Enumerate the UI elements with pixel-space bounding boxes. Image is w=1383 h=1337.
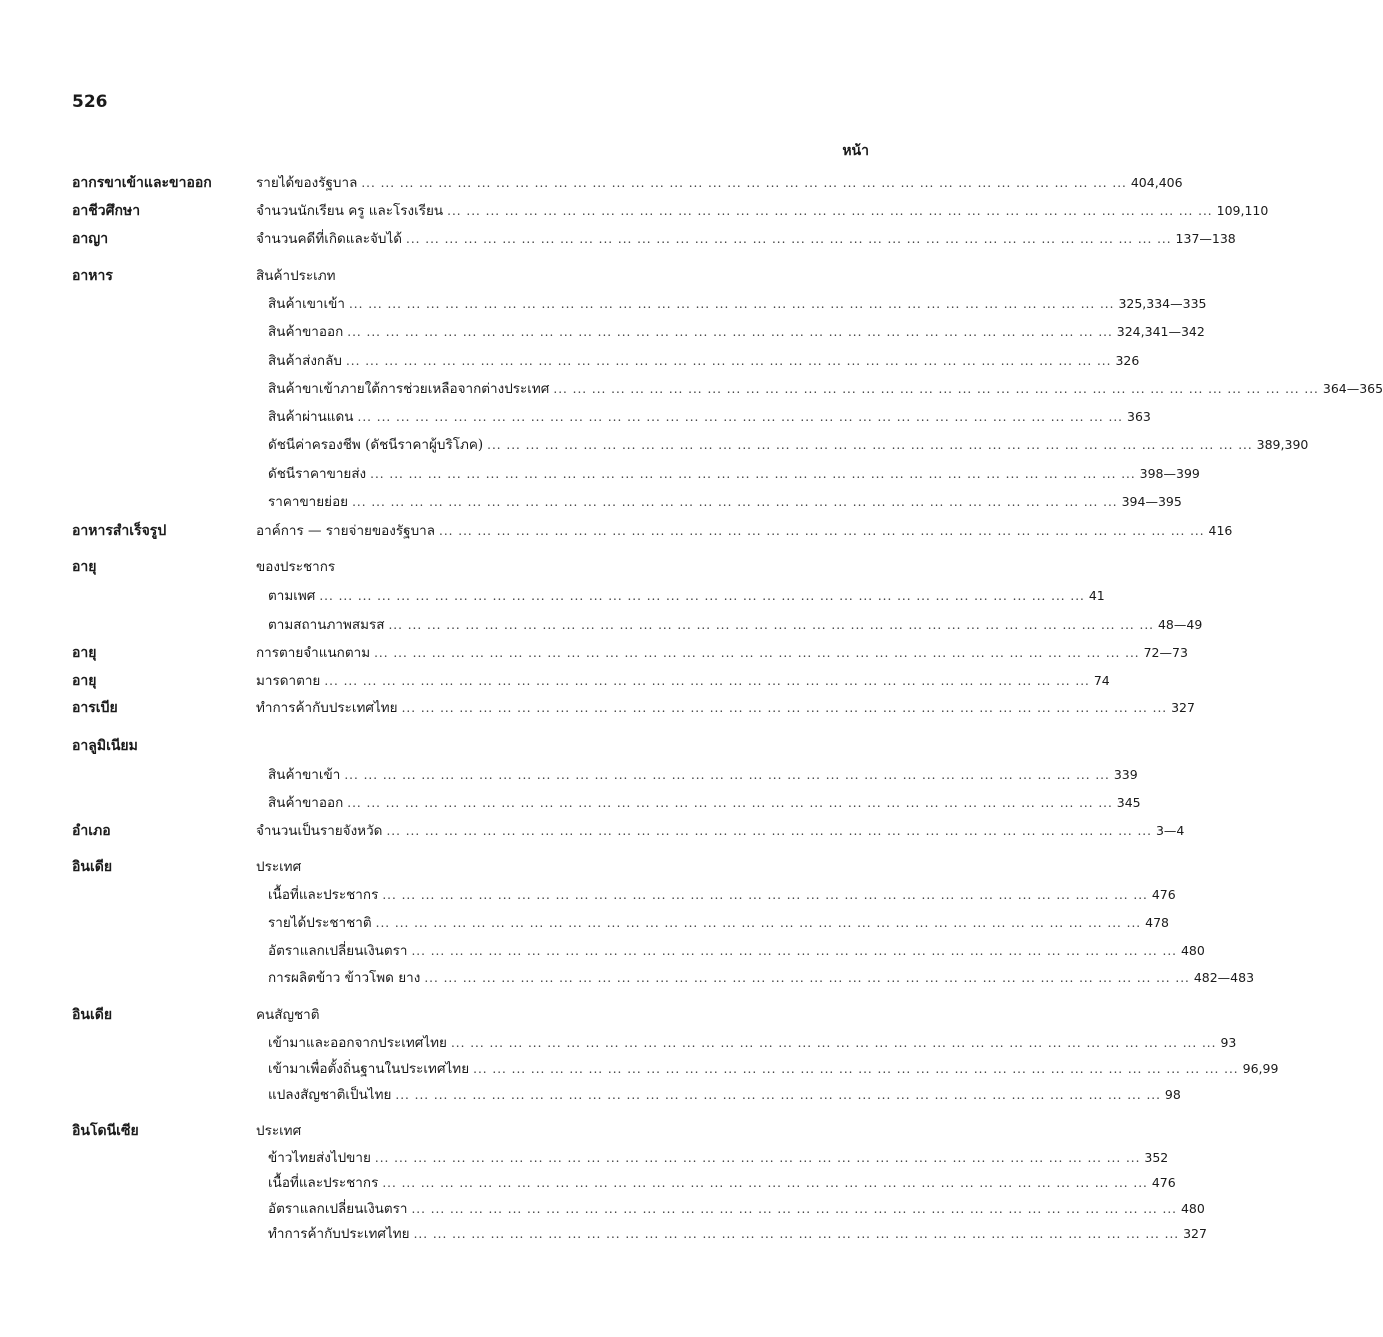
index-subentry	[268, 912, 1169, 934]
index-entry	[0, 491, 1182, 513]
index-entry	[0, 172, 1183, 194]
dot-leader: ... ... ... ... ... ... ... ... ... ... ... ... ... ... ... ... ... ... ... ... ... ... ... ... ... ... ... ... ... ... ... ... ... ... ... ... ... ... ... ...	[473, 1062, 1239, 1076]
dot-leader: ... ... ... ... ... ... ... ... ... ... ... ... ... ... ... ... ... ... ... ... ... ... ... ... ... ... ... ... ... ... ... ... ... ... ... ... ... ... ... ...	[388, 618, 1154, 632]
index-description: สินค้าขาออก	[268, 795, 344, 811]
index-description: สินค้าประเภท	[256, 268, 336, 284]
page-number: 526	[72, 92, 108, 112]
page-reference: 98	[1164, 1087, 1181, 1102]
index-subentry	[256, 556, 869, 578]
index-subentry	[268, 1058, 1279, 1080]
index-description: เข้ามาและออกจากประเทศไทย	[268, 1035, 447, 1051]
page-reference: 478	[1145, 915, 1169, 930]
dot-leader: ... ... ... ... ... ... ... ... ... ... ... ... ... ... ... ... ... ... ... ... ... ... ... ... ... ... ... ... ... ... ... ... ... ... ... ... ... ... ... ...	[324, 674, 1090, 688]
index-subentry	[268, 1084, 1181, 1106]
index-description: สินค้าขาเข้าภายใต้การช่วยเหลือจากต่างประเทศ	[268, 381, 550, 397]
dot-leader: ... ... ... ... ... ... ... ... ... ... ... ... ... ... ... ... ... ... ... ... ... ... ... ... ... ... ... ... ... ... ... ... ... ... ... ... ... ... ... ...	[553, 382, 1319, 396]
index-entry	[0, 1172, 1176, 1194]
index-description: การผลิตข้าว ข้าวโพด ยาง	[268, 970, 421, 986]
page-reference: 74	[1093, 673, 1110, 688]
dot-leader: ... ... ... ... ... ... ... ... ... ... ... ... ... ... ... ... ... ... ... ... ... ... ... ... ... ... ... ... ... ... ... ... ... ... ... ... ... ... ... ...	[382, 888, 1148, 902]
page-reference: 345	[1116, 795, 1141, 810]
page-reference: 72—73	[1143, 645, 1188, 660]
dot-leader: ... ... ... ... ... ... ... ... ... ... ... ... ... ... ... ... ... ... ... ... ... ... ... ... ... ... ... ... ... ... ... ... ... ... ... ... ... ... ... ...	[386, 824, 1152, 838]
dot-leader: ... ... ... ... ... ... ... ... ... ... ... ... ... ... ... ... ... ... ... ... ... ... ... ... ... ... ... ... ... ... ... ... ... ... ... ... ... ... ... ...	[352, 495, 1118, 509]
page-reference: 325,334—335	[1118, 296, 1207, 311]
index-subentry	[256, 520, 1233, 542]
index-description: อัตราแลกเปลี่ยนเงินตรา	[268, 943, 408, 959]
dot-leader: ... ... ... ... ... ... ... ... ... ... ... ... ... ... ... ... ... ... ... ... ... ... ... ... ... ... ... ... ... ... ... ... ... ... ... ... ... ... ... ...	[411, 1202, 1177, 1216]
index-subentry	[268, 884, 1176, 906]
page-reference: 416	[1208, 523, 1233, 538]
index-description: จำนวนคดีที่เกิดและจับได้	[256, 231, 403, 247]
page-reference: 398—399	[1139, 466, 1200, 481]
index-subentry	[268, 350, 1140, 372]
index-subentry	[268, 764, 1138, 786]
page-reference: 364—365	[1322, 381, 1383, 396]
dot-leader: ... ... ... ... ... ... ... ... ... ... ... ... ... ... ... ... ... ... ... ... ... ... ... ... ... ... ... ... ... ... ... ... ... ... ... ... ... ... ... ...	[357, 410, 1123, 424]
index-entry	[0, 378, 1383, 400]
index-entry	[0, 856, 941, 878]
index-entry	[0, 1120, 941, 1142]
index-entry	[0, 1198, 1205, 1220]
dot-leader: ... ... ... ... ... ... ... ... ... ... ... ... ... ... ... ... ... ... ... ... ... ... ... ... ... ... ... ... ... ... ... ... ... ... ... ... ... ... ... ...	[447, 204, 1213, 218]
index-term: อาญา	[72, 231, 109, 247]
page-reference: 327	[1183, 1226, 1207, 1241]
index-term: อินเดีย	[72, 1007, 113, 1023]
page-reference: 482—483	[1193, 970, 1255, 985]
index-description: อัตราแลกเปลี่ยนเงินตรา	[268, 1201, 408, 1217]
index-entry	[0, 1147, 1169, 1169]
index-entry	[0, 912, 1169, 934]
page-column-header: หน้า	[842, 143, 869, 159]
dot-leader: ... ... ... ... ... ... ... ... ... ... ... ... ... ... ... ... ... ... ... ... ... ... ... ... ... ... ... ... ... ... ... ... ... ... ... ... ... ... ... ...	[406, 232, 1172, 246]
index-description: สินค้าผ่านแดน	[268, 409, 354, 425]
index-subentry	[256, 1004, 869, 1026]
index-entry	[0, 200, 1269, 222]
index-description: ดัชนีค่าครองชีพ (ดัชนีราคาผู้บริโภค)	[268, 437, 484, 453]
dot-leader: ... ... ... ... ... ... ... ... ... ... ... ... ... ... ... ... ... ... ... ... ... ... ... ... ... ... ... ... ... ... ... ... ... ... ... ... ... ... ... ...	[319, 589, 1085, 603]
page-reference: 41	[1088, 588, 1105, 603]
dot-leader: ... ... ... ... ... ... ... ... ... ... ... ... ... ... ... ... ... ... ... ... ... ... ... ... ... ... ... ... ... ... ... ... ... ... ... ... ... ... ... ...	[374, 1151, 1141, 1165]
index-subentry	[268, 321, 1205, 343]
index-term: อายุ	[72, 673, 97, 689]
dot-leader: ... ... ... ... ... ... ... ... ... ... ... ... ... ... ... ... ... ... ... ... ... ... ... ... ... ... ... ... ... ... ... ... ... ... ... ... ... ... ... ...	[345, 354, 1112, 368]
index-subentry	[256, 820, 1185, 842]
page-reference: 326	[1115, 353, 1140, 368]
index-entry	[0, 820, 1185, 842]
index-entry	[0, 735, 941, 757]
index-description: ประเทศ	[256, 1123, 302, 1139]
index-entry	[0, 350, 1140, 372]
index-description: เนื้อที่และประชากร	[268, 887, 379, 903]
index-subentry	[268, 378, 1383, 400]
index-description: ข้าวไทยส่งไปขาย	[268, 1150, 371, 1166]
index-entry	[0, 967, 1255, 989]
index-subentry	[256, 670, 1110, 692]
dot-leader: ... ... ... ... ... ... ... ... ... ... ... ... ... ... ... ... ... ... ... ... ... ... ... ... ... ... ... ... ... ... ... ... ... ... ... ... ... ... ... ...	[424, 971, 1190, 985]
index-entry	[0, 884, 1176, 906]
index-description: อาค์การ — รายจ่ายของรัฐบาล	[256, 523, 436, 539]
index-description: รายได้ของรัฐบาล	[256, 175, 358, 191]
index-entry	[0, 1058, 1279, 1080]
index-description: เนื้อที่และประชากร	[268, 1175, 379, 1191]
dot-leader: ... ... ... ... ... ... ... ... ... ... ... ... ... ... ... ... ... ... ... ... ... ... ... ... ... ... ... ... ... ... ... ... ... ... ... ... ... ... ... ...	[439, 524, 1205, 538]
index-entry	[0, 1004, 941, 1026]
index-description: การตายจำแนกตาม	[256, 645, 371, 661]
index-description: ตามเพศ	[268, 588, 316, 604]
page-reference: 476	[1151, 1175, 1176, 1190]
index-entry	[0, 556, 941, 578]
dot-leader: ... ... ... ... ... ... ... ... ... ... ... ... ... ... ... ... ... ... ... ... ... ... ... ... ... ... ... ... ... ... ... ... ... ... ... ... ... ... ... ...	[395, 1088, 1161, 1102]
index-term: อารเบีย	[72, 700, 118, 716]
index-subentry	[268, 1198, 1205, 1220]
index-description: สินค้าส่งกลับ	[268, 353, 342, 369]
dot-leader: ... ... ... ... ... ... ... ... ... ... ... ... ... ... ... ... ... ... ... ... ... ... ... ... ... ... ... ... ... ... ... ... ... ... ... ... ... ... ... ...	[347, 796, 1113, 810]
dot-leader: ... ... ... ... ... ... ... ... ... ... ... ... ... ... ... ... ... ... ... ... ... ... ... ... ... ... ... ... ... ... ... ... ... ... ... ... ... ... ... ...	[344, 768, 1110, 782]
index-subentry	[268, 614, 1203, 636]
index-description: แปลงสัญชาติเป็นไทย	[268, 1087, 392, 1103]
index-description: คนสัญชาติ	[256, 1007, 320, 1023]
dot-leader: ... ... ... ... ... ... ... ... ... ... ... ... ... ... ... ... ... ... ... ... ... ... ... ... ... ... ... ... ... ... ... ... ... ... ... ... ... ... ... ...	[361, 176, 1127, 190]
dot-leader: ... ... ... ... ... ... ... ... ... ... ... ... ... ... ... ... ... ... ... ... ... ... ... ... ... ... ... ... ... ... ... ... ... ... ... ... ... ... ... ...	[382, 1176, 1148, 1190]
index-entry	[0, 792, 1141, 814]
index-subentry	[256, 856, 869, 878]
index-term: อาชีวศึกษา	[72, 203, 141, 219]
index-entry	[0, 940, 1205, 962]
index-description: รายได้ประชาชาติ	[268, 915, 372, 931]
index-description: จำนวนนักเรียน ครู และโรงเรียน	[256, 203, 444, 219]
index-subentry	[268, 1032, 1237, 1054]
page-reference: 476	[1151, 887, 1176, 902]
index-entry	[0, 406, 1151, 428]
index-description: ของประชากร	[256, 559, 336, 575]
page-reference: 48—49	[1157, 617, 1203, 632]
index-entry	[0, 293, 1207, 315]
index-term: อากรขาเข้าและขาออก	[72, 175, 212, 191]
index-subentry	[268, 792, 1141, 814]
page-reference: 324,341—342	[1116, 324, 1205, 339]
page-reference: 339	[1113, 767, 1138, 782]
index-subentry	[256, 228, 1236, 250]
index-subentry	[256, 172, 1183, 194]
index-description: สินค้าเขาเข้า	[268, 296, 345, 312]
page-reference: 389,390	[1256, 437, 1309, 452]
page-reference: 93	[1220, 1035, 1237, 1050]
index-entry	[0, 434, 1309, 456]
index-term: อาหารสำเร็จรูป	[72, 523, 167, 539]
index-entry	[0, 1223, 1207, 1245]
index-entry	[0, 520, 1233, 542]
index-description: สินค้าขาออก	[268, 324, 344, 340]
dot-leader: ... ... ... ... ... ... ... ... ... ... ... ... ... ... ... ... ... ... ... ... ... ... ... ... ... ... ... ... ... ... ... ... ... ... ... ... ... ... ... ...	[450, 1036, 1217, 1050]
dot-leader: ... ... ... ... ... ... ... ... ... ... ... ... ... ... ... ... ... ... ... ... ... ... ... ... ... ... ... ... ... ... ... ... ... ... ... ... ... ... ... ...	[487, 438, 1253, 452]
index-entry	[0, 265, 941, 287]
index-term: อินเดีย	[72, 859, 113, 875]
index-entry	[0, 585, 1105, 607]
index-description: ทำการค้ากับประเทศไทย	[268, 1226, 410, 1242]
page-reference: 3—4	[1155, 823, 1185, 838]
index-subentry	[268, 406, 1151, 428]
index-subentry	[268, 463, 1200, 485]
index-term: อาลูมิเนียม	[72, 738, 138, 754]
index-term: อายุ	[72, 559, 97, 575]
page-reference: 96,99	[1242, 1061, 1279, 1076]
index-description: เข้ามาเพื่อตั้งถิ่นฐานในประเทศไทย	[268, 1061, 470, 1077]
index-description: สินค้าขาเข้า	[268, 767, 341, 783]
index-term: อินโดนีเซีย	[72, 1123, 139, 1139]
index-description: ราคาขายย่อย	[268, 494, 349, 510]
index-description: มารดาตาย	[256, 673, 321, 689]
dot-leader: ... ... ... ... ... ... ... ... ... ... ... ... ... ... ... ... ... ... ... ... ... ... ... ... ... ... ... ... ... ... ... ... ... ... ... ... ... ... ... ...	[411, 944, 1177, 958]
index-subentry	[256, 200, 1269, 222]
dot-leader: ... ... ... ... ... ... ... ... ... ... ... ... ... ... ... ... ... ... ... ... ... ... ... ... ... ... ... ... ... ... ... ... ... ... ... ... ... ... ... ...	[413, 1227, 1180, 1241]
index-description: จำนวนเป็นรายจังหวัด	[256, 823, 383, 839]
dot-leader: ... ... ... ... ... ... ... ... ... ... ... ... ... ... ... ... ... ... ... ... ... ... ... ... ... ... ... ... ... ... ... ... ... ... ... ... ... ... ... ...	[347, 325, 1113, 339]
dot-leader: ... ... ... ... ... ... ... ... ... ... ... ... ... ... ... ... ... ... ... ... ... ... ... ... ... ... ... ... ... ... ... ... ... ... ... ... ... ... ... ...	[370, 467, 1136, 481]
dot-leader: ... ... ... ... ... ... ... ... ... ... ... ... ... ... ... ... ... ... ... ... ... ... ... ... ... ... ... ... ... ... ... ... ... ... ... ... ... ... ... ...	[401, 701, 1168, 715]
index-entry	[0, 614, 1203, 636]
page-reference: 327	[1171, 700, 1195, 715]
index-subentry	[256, 735, 869, 757]
index-entry	[0, 697, 1195, 719]
index-entry	[0, 228, 1236, 250]
page-reference: 394—395	[1121, 494, 1182, 509]
index-description: ประเทศ	[256, 859, 302, 875]
index-entry	[0, 1032, 1237, 1054]
dot-leader: ... ... ... ... ... ... ... ... ... ... ... ... ... ... ... ... ... ... ... ... ... ... ... ... ... ... ... ... ... ... ... ... ... ... ... ... ... ... ... ...	[374, 646, 1140, 660]
index-subentry	[268, 940, 1205, 962]
page-reference: 480	[1180, 1201, 1205, 1216]
index-term: อำเภอ	[72, 823, 111, 839]
index-entry	[0, 463, 1200, 485]
index-subentry	[268, 1172, 1176, 1194]
index-entry	[0, 764, 1138, 786]
index-term: อายุ	[72, 645, 97, 661]
dot-leader: ... ... ... ... ... ... ... ... ... ... ... ... ... ... ... ... ... ... ... ... ... ... ... ... ... ... ... ... ... ... ... ... ... ... ... ... ... ... ... ...	[375, 916, 1142, 930]
index-entry	[0, 1084, 1181, 1106]
index-subentry	[268, 434, 1309, 456]
index-term: อาหาร	[72, 268, 113, 284]
page-reference: 404,406	[1130, 175, 1183, 190]
index-subentry	[268, 491, 1182, 513]
index-subentry	[268, 585, 1105, 607]
index-entry	[0, 670, 1110, 692]
index-description: ตามสถานภาพสมรส	[268, 617, 385, 633]
page-reference: 363	[1127, 409, 1151, 424]
index-subentry	[256, 265, 869, 287]
index-subentry	[268, 293, 1207, 315]
page-reference: 109,110	[1216, 203, 1269, 218]
index-subentry	[256, 1120, 869, 1142]
index-subentry	[256, 697, 1195, 719]
index-subentry	[268, 1147, 1169, 1169]
index-entry	[0, 321, 1205, 343]
dot-leader: ... ... ... ... ... ... ... ... ... ... ... ... ... ... ... ... ... ... ... ... ... ... ... ... ... ... ... ... ... ... ... ... ... ... ... ... ... ... ... ...	[348, 297, 1115, 311]
index-subentry	[268, 1223, 1207, 1245]
page-reference: 137—138	[1175, 231, 1236, 246]
index-description: ทำการค้ากับประเทศไทย	[256, 700, 398, 716]
index-subentry	[256, 642, 1188, 664]
index-subentry	[268, 967, 1255, 989]
index-description: ดัชนีราคาขายส่ง	[268, 466, 367, 482]
page-reference: 352	[1144, 1150, 1169, 1165]
page-reference: 480	[1180, 943, 1205, 958]
index-entry	[0, 642, 1188, 664]
